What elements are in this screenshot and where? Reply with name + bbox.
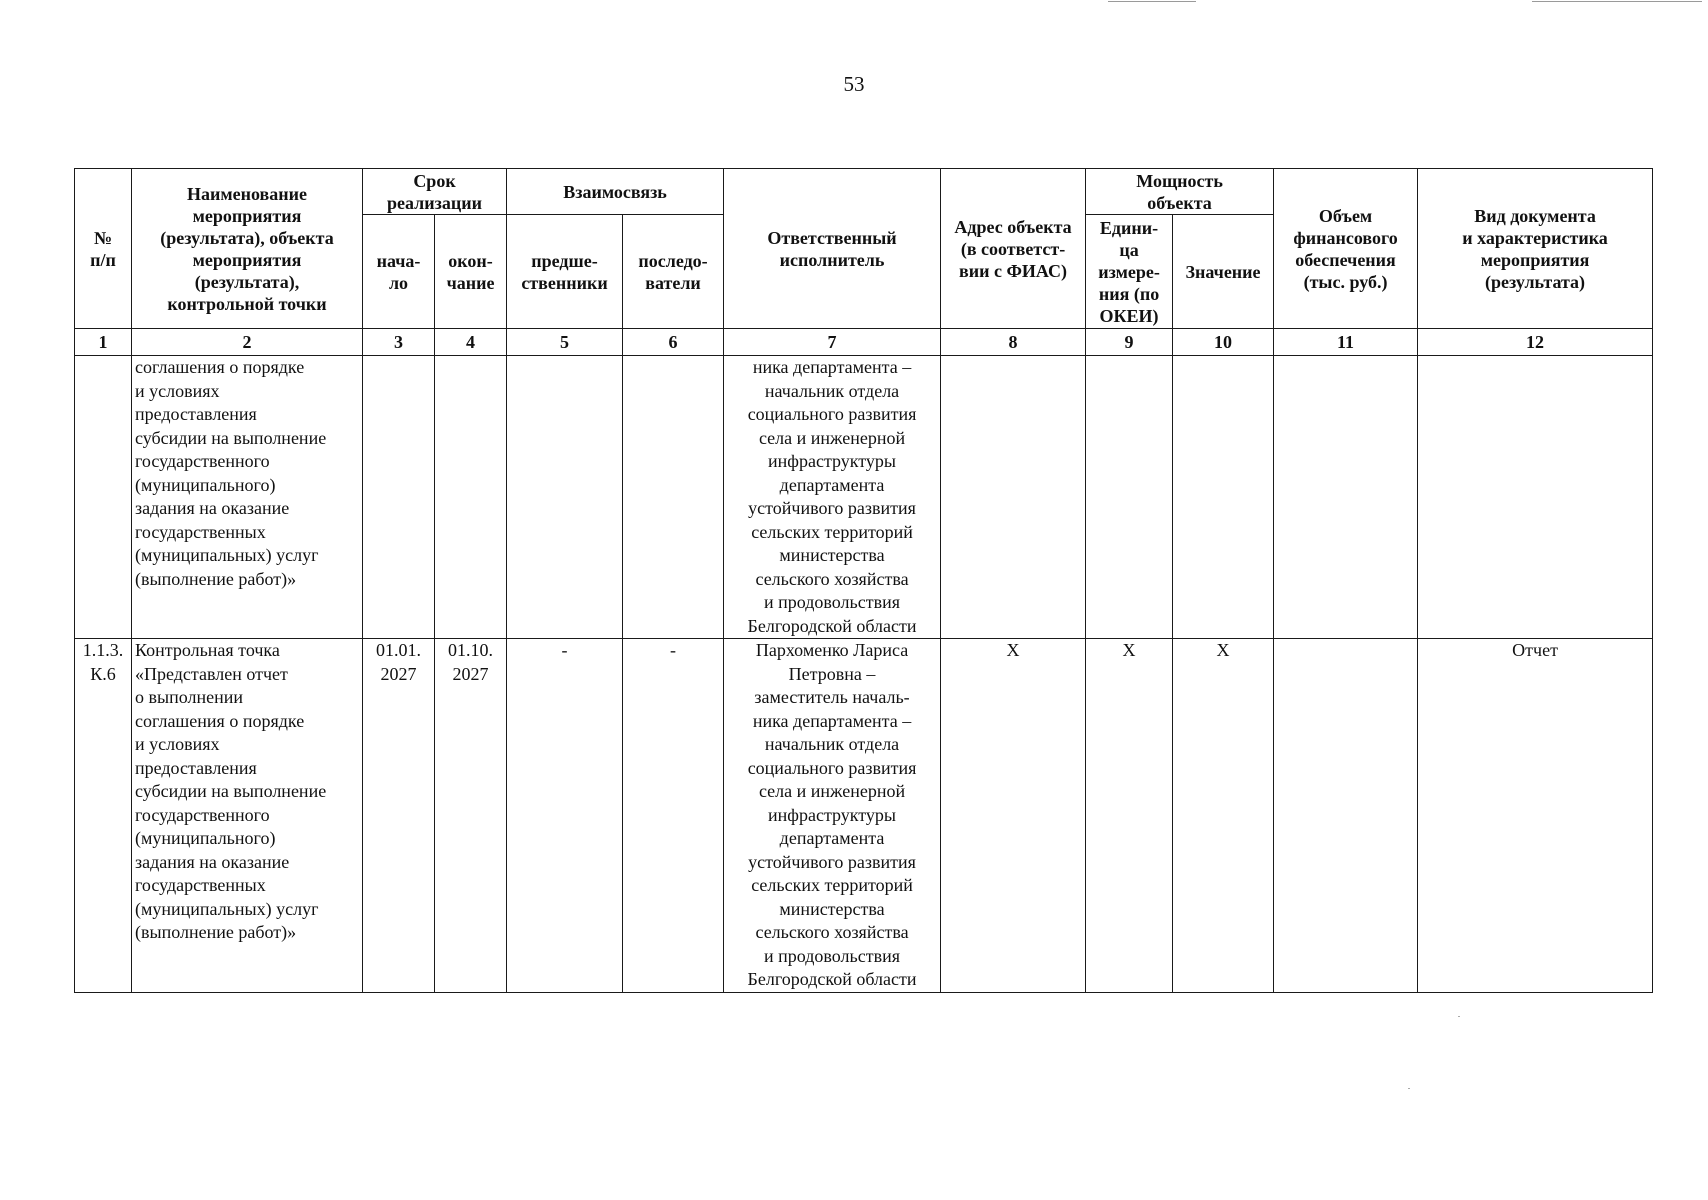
cell-num — [75, 356, 132, 639]
page-number: 53 — [843, 72, 865, 96]
cell-start: 01.01. 2027 — [363, 639, 435, 993]
header-num: № п/п — [75, 169, 132, 329]
scan-artifact-dot — [1408, 1088, 1410, 1089]
cell-finance — [1274, 639, 1418, 993]
cell-end: 01.10. 2027 — [435, 639, 507, 993]
header-name: Наименование мероприятия (результата), объекта мероприятия (результата), контрольной точки — [132, 169, 363, 329]
table-row — [75, 639, 1653, 993]
cell-value: Х — [1173, 639, 1274, 993]
header-row-top — [75, 169, 1653, 215]
column-number: 12 — [1418, 329, 1653, 356]
activity-table — [74, 168, 1653, 993]
column-number: 9 — [1086, 329, 1173, 356]
cell-value — [1173, 356, 1274, 639]
cell-unit: Х — [1086, 639, 1173, 993]
header-unit: Едини- ца измере- ния (по ОКЕИ) — [1086, 215, 1173, 329]
header-term-start: нача- ло — [363, 215, 435, 329]
column-number: 4 — [435, 329, 507, 356]
header-predecessors: предше- ственники — [507, 215, 623, 329]
scan-artifact-dot — [1458, 1016, 1460, 1017]
cell-successors — [623, 356, 724, 639]
cell-name: соглашения о порядке и условиях предоставления субсидии на выполнение государственного (муниципального) задания на оказание государственных (муниципальных) услуг (выполнение работ)» — [132, 356, 363, 639]
header-term-end: окон- чание — [435, 215, 507, 329]
cell-doc: Отчет — [1418, 639, 1653, 993]
table-row-continuation — [75, 356, 1653, 639]
cell-doc — [1418, 356, 1653, 639]
column-number-row — [75, 329, 1653, 356]
header-value: Значение — [1173, 215, 1274, 329]
header-term: Срок реализации — [363, 169, 507, 215]
header-responsible: Ответственный исполнитель — [724, 169, 941, 329]
header-relation: Взаимосвязь — [507, 169, 724, 215]
cell-unit — [1086, 356, 1173, 639]
header-capacity: Мощность объекта — [1086, 169, 1274, 215]
scan-artifact-line — [1108, 1, 1196, 2]
column-number: 10 — [1173, 329, 1274, 356]
column-number: 8 — [941, 329, 1086, 356]
column-number: 11 — [1274, 329, 1418, 356]
column-number: 2 — [132, 329, 363, 356]
cell-end — [435, 356, 507, 639]
cell-name: Контрольная точка «Представлен отчет о выполнении соглашения о порядке и условиях предоставления субсидии на выполнение государственного (муниципального) задания на оказание государственных (муниципальных) услуг (выполнение работ)» — [132, 639, 363, 993]
column-number: 3 — [363, 329, 435, 356]
cell-predecessors — [507, 356, 623, 639]
scan-artifact-line — [1532, 1, 1702, 2]
column-number: 5 — [507, 329, 623, 356]
cell-finance — [1274, 356, 1418, 639]
cell-responsible: ника департамента – начальник отдела социального развития села и инженерной инфраструктуры департамента устойчивого развития сельских территорий министерства сельского хозяйства и продовольствия Белгородской области — [724, 356, 941, 639]
header-finance: Объем финансового обеспечения (тыс. руб.) — [1274, 169, 1418, 329]
column-number: 7 — [724, 329, 941, 356]
header-doc: Вид документа и характеристика мероприятия (результата) — [1418, 169, 1653, 329]
header-successors: последо- ватели — [623, 215, 724, 329]
cell-address — [941, 356, 1086, 639]
cell-num: 1.1.3. К.6 — [75, 639, 132, 993]
cell-successors: - — [623, 639, 724, 993]
cell-responsible: Пархоменко Лариса Петровна – заместитель началь- ника департамента – начальник отдела социального развития села и инженерной инфраструктуры департамента устойчивого развития сельских территорий министерства сельского хозяйства и продовольствия Белгородской области — [724, 639, 941, 993]
cell-start — [363, 356, 435, 639]
column-number: 6 — [623, 329, 724, 356]
cell-predecessors: - — [507, 639, 623, 993]
header-address: Адрес объекта (в соответст- вии с ФИАС) — [941, 169, 1086, 329]
column-number: 1 — [75, 329, 132, 356]
cell-address: Х — [941, 639, 1086, 993]
